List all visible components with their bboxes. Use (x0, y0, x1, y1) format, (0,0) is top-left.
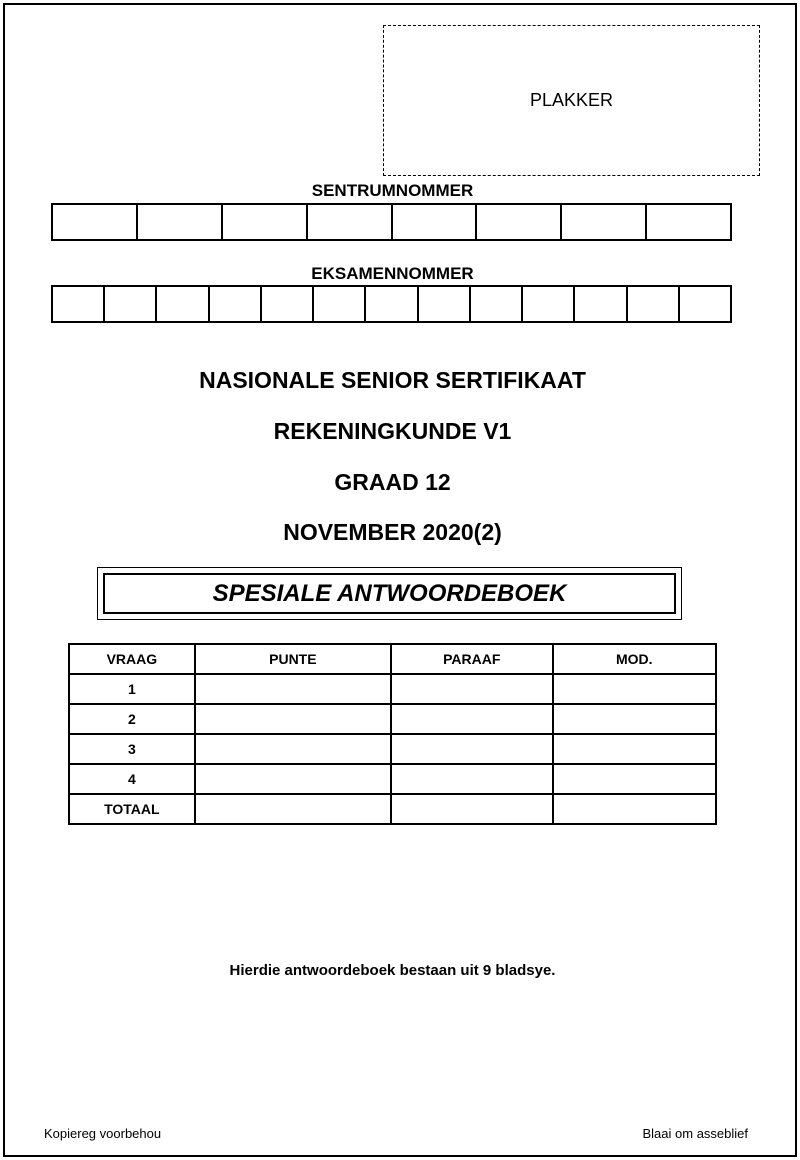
table-row (69, 734, 716, 764)
question-number: 1 (69, 674, 195, 704)
centre-number-label: SENTRUMNOMMER (311, 181, 474, 200)
marks-cell[interactable] (195, 794, 391, 824)
marks-header-row (69, 644, 716, 674)
moderation-cell[interactable] (553, 704, 716, 734)
exam-number-label: EKSAMENNOMMER (311, 264, 474, 283)
centre-number-digit-box[interactable] (562, 205, 647, 239)
header-moderation: MOD. (553, 644, 716, 674)
marks-cell[interactable] (195, 734, 391, 764)
centre-number-digit-box[interactable] (53, 205, 138, 239)
centre-number-digit-box[interactable] (308, 205, 393, 239)
initials-cell[interactable] (391, 674, 553, 704)
exam-date-title: NOVEMBER 2020(2) (283, 519, 502, 545)
exam-number-grid[interactable] (51, 285, 732, 323)
moderation-cell[interactable] (553, 674, 716, 704)
initials-cell[interactable] (391, 764, 553, 794)
header-marks: PUNTE (195, 644, 391, 674)
moderation-cell[interactable] (553, 794, 716, 824)
certificate-title: NASIONALE SENIOR SERTIFIKAAT (199, 367, 586, 393)
page-count-note: Hierdie antwoordeboek bestaan uit 9 bladsye. (229, 962, 556, 979)
marks-table (68, 643, 717, 825)
question-number: 4 (69, 764, 195, 794)
answer-book-banner (97, 567, 682, 620)
moderation-cell[interactable] (553, 734, 716, 764)
initials-cell[interactable] (391, 704, 553, 734)
exam-number-digit-box[interactable] (628, 287, 680, 321)
question-number: 2 (69, 704, 195, 734)
sticker-box (383, 25, 760, 176)
total-label: TOTAAL (69, 794, 195, 824)
centre-number-digit-box[interactable] (393, 205, 478, 239)
centre-number-digit-box[interactable] (647, 205, 730, 239)
question-number: 3 (69, 734, 195, 764)
exam-number-digit-box[interactable] (471, 287, 523, 321)
moderation-cell[interactable] (553, 764, 716, 794)
initials-cell[interactable] (391, 794, 553, 824)
exam-number-digit-box[interactable] (366, 287, 418, 321)
exam-number-digit-box[interactable] (53, 287, 105, 321)
exam-number-digit-box[interactable] (575, 287, 627, 321)
table-row (69, 764, 716, 794)
answer-book-banner-text: SPESIALE ANTWOORDEBOEK (103, 573, 676, 614)
exam-number-digit-box[interactable] (419, 287, 471, 321)
centre-number-digit-box[interactable] (223, 205, 308, 239)
marks-cell[interactable] (195, 674, 391, 704)
table-row (69, 674, 716, 704)
marks-cell[interactable] (195, 704, 391, 734)
table-row-total (69, 794, 716, 824)
copyright-footer: Kopiereg voorbehou (44, 1126, 162, 1141)
initials-cell[interactable] (391, 734, 553, 764)
exam-number-digit-box[interactable] (523, 287, 575, 321)
centre-number-digit-box[interactable] (138, 205, 223, 239)
centre-number-digit-box[interactable] (477, 205, 562, 239)
exam-number-digit-box[interactable] (262, 287, 314, 321)
header-initials: PARAAF (391, 644, 553, 674)
subject-title: REKENINGKUNDE V1 (273, 418, 512, 444)
exam-number-digit-box[interactable] (157, 287, 209, 321)
sticker-label: PLAKKER (529, 90, 614, 110)
exam-number-digit-box[interactable] (680, 287, 730, 321)
centre-number-grid[interactable] (51, 203, 732, 241)
header-question: VRAAG (69, 644, 195, 674)
exam-number-digit-box[interactable] (210, 287, 262, 321)
grade-title: GRAAD 12 (334, 469, 451, 495)
marks-cell[interactable] (195, 764, 391, 794)
exam-number-digit-box[interactable] (314, 287, 366, 321)
exam-number-digit-box[interactable] (105, 287, 157, 321)
table-row (69, 704, 716, 734)
turn-over-footer: Blaai om asseblief (642, 1126, 748, 1141)
